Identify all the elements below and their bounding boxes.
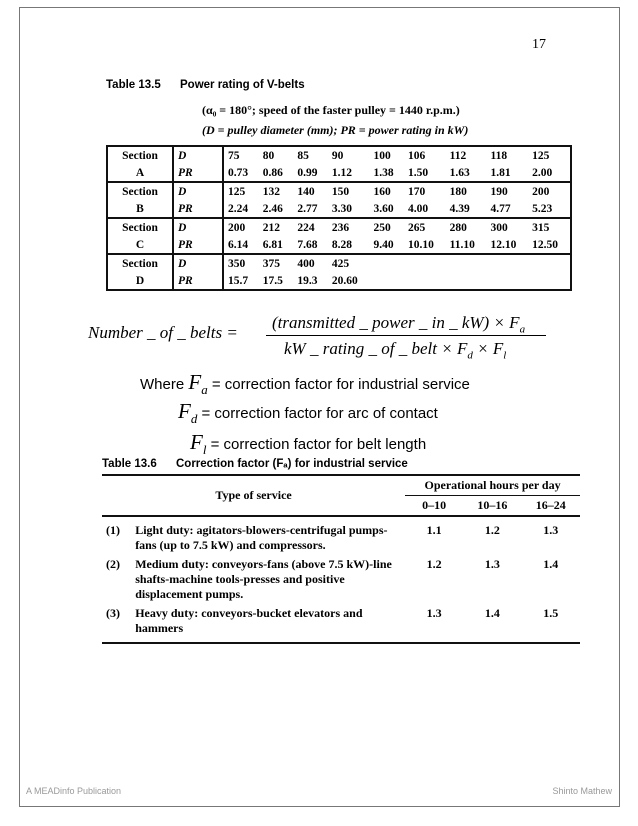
- table-row: [107, 164, 571, 182]
- key-cell: PR: [173, 164, 223, 182]
- value-cell: 0.86: [259, 164, 294, 182]
- value-cell: 1.81: [486, 164, 528, 182]
- factor-value: 1.3: [405, 604, 463, 643]
- fraction-bar: [266, 335, 546, 336]
- table-row: [107, 182, 571, 200]
- definition-symbol: $F_l$: [190, 430, 207, 458]
- table-row: [102, 516, 580, 555]
- value-cell: 2.24: [223, 200, 259, 218]
- denominator-subscript-1: d: [467, 349, 473, 362]
- formula-numerator: [272, 313, 525, 335]
- key-cell: D: [173, 182, 223, 200]
- value-cell: 17.5: [259, 272, 294, 290]
- section-cell: Section: [107, 218, 173, 236]
- value-cell: 75: [223, 146, 259, 164]
- value-cell: 106: [404, 146, 446, 164]
- service-description: Heavy duty: conveyors-bucket elevators and hammers: [131, 604, 405, 643]
- value-cell: 85: [293, 146, 328, 164]
- value-cell: [486, 272, 528, 290]
- table-13-5-subtitle-2: (D = pulley diameter (mm); PR = power rating in kW): [202, 123, 469, 137]
- key-cell: PR: [173, 200, 223, 218]
- section-cell: Section: [107, 146, 173, 164]
- value-cell: 4.77: [486, 200, 528, 218]
- value-cell: 118: [486, 146, 528, 164]
- value-cell: 315: [528, 218, 571, 236]
- section-cell: D: [107, 272, 173, 290]
- value-cell: 6.81: [259, 236, 294, 254]
- service-description: Light duty: agitators-blowers-centrifugal pumps-fans (up to 7.5 kW) and compressors.: [135, 523, 388, 552]
- value-cell: [404, 254, 446, 272]
- value-cell: [369, 254, 404, 272]
- table-row: [102, 604, 580, 643]
- value-cell: [446, 254, 487, 272]
- page-number: 17: [532, 37, 546, 52]
- definition-symbol: $F_a$: [188, 370, 208, 398]
- definition-symbol: $F_d$: [178, 399, 198, 427]
- section-cell: B: [107, 200, 173, 218]
- value-cell: 132: [259, 182, 294, 200]
- value-cell: 236: [328, 218, 370, 236]
- value-cell: 212: [259, 218, 294, 236]
- key-cell: D: [173, 218, 223, 236]
- value-cell: 6.14: [223, 236, 259, 254]
- value-cell: 125: [223, 182, 259, 200]
- value-cell: 170: [404, 182, 446, 200]
- hour-range-header: 16–24: [522, 496, 580, 517]
- table-header-row: [102, 475, 580, 496]
- table-row: [107, 146, 571, 164]
- value-cell: 1.50: [404, 164, 446, 182]
- value-cell: 9.40: [369, 236, 404, 254]
- definition-fd: [178, 399, 438, 427]
- definition-text: = correction factor for arc of contact: [201, 405, 438, 422]
- table-13-5-number: Table 13.5: [106, 79, 161, 91]
- value-cell: 20.60: [328, 272, 370, 290]
- power-rating-table: [106, 145, 572, 291]
- denominator-text: kW _ rating _ of _ belt × F: [284, 339, 468, 358]
- value-cell: 2.46: [259, 200, 294, 218]
- numerator-text: (transmitted _ power _ in _ kW) × F: [272, 313, 520, 332]
- factor-value: 1.3: [484, 557, 500, 571]
- definition-text: = correction factor for belt length: [210, 436, 427, 453]
- value-cell: 140: [293, 182, 328, 200]
- formula-denominator: [284, 339, 506, 361]
- factor-value: 1.3: [543, 523, 559, 537]
- value-cell: 425: [328, 254, 370, 272]
- value-cell: 8.28: [328, 236, 370, 254]
- value-cell: 224: [293, 218, 328, 236]
- table-row: [107, 200, 571, 218]
- value-cell: 1.38: [369, 164, 404, 182]
- section-cell: C: [107, 236, 173, 254]
- formula-lhs: Number _ of _ belts =: [88, 323, 238, 342]
- value-cell: 150: [328, 182, 370, 200]
- value-cell: 1.12: [328, 164, 370, 182]
- key-cell: PR: [173, 236, 223, 254]
- table-row: [107, 254, 571, 272]
- table-row: [107, 236, 571, 254]
- value-cell: 112: [446, 146, 487, 164]
- key-cell: D: [173, 146, 223, 164]
- definition-prefix: Where: [140, 376, 185, 393]
- definition-fa: [140, 370, 470, 398]
- value-cell: 2.77: [293, 200, 328, 218]
- row-number: (2): [106, 557, 120, 571]
- value-cell: 4.00: [404, 200, 446, 218]
- table-13-5-title: Power rating of V-belts: [180, 79, 305, 91]
- table-row: [107, 218, 571, 236]
- factor-value: 1.2: [484, 523, 500, 537]
- correction-factor-table: [102, 474, 580, 644]
- table-13-6-title: Correction factor (Fₐ) for industrial service: [176, 458, 408, 470]
- section-cell: A: [107, 164, 173, 182]
- value-cell: [528, 254, 571, 272]
- value-cell: 5.23: [528, 200, 571, 218]
- hour-range-header: 10–16: [463, 496, 521, 517]
- definition-fl: [190, 430, 426, 458]
- value-cell: 90: [328, 146, 370, 164]
- factor-value: 1.5: [522, 604, 580, 643]
- value-cell: [404, 272, 446, 290]
- value-cell: 15.7: [223, 272, 259, 290]
- key-cell: PR: [173, 272, 223, 290]
- value-cell: [528, 272, 571, 290]
- value-cell: 2.00: [528, 164, 571, 182]
- table-13-6-caption: [102, 458, 408, 470]
- value-cell: 12.10: [486, 236, 528, 254]
- value-cell: 0.73: [223, 164, 259, 182]
- value-cell: 280: [446, 218, 487, 236]
- value-cell: 400: [293, 254, 328, 272]
- value-cell: 200: [223, 218, 259, 236]
- type-of-service-header: Type of service: [102, 475, 405, 516]
- value-cell: 125: [528, 146, 571, 164]
- table-13-5-subtitle-1: (α₀ = 180°; speed of the faster pulley = 1440 r.p.m.): [202, 103, 460, 117]
- value-cell: 7.68: [293, 236, 328, 254]
- value-cell: [369, 272, 404, 290]
- value-cell: 190: [486, 182, 528, 200]
- factor-value: 1.2: [426, 557, 442, 571]
- value-cell: 300: [486, 218, 528, 236]
- factor-value: 1.4: [463, 604, 521, 643]
- factor-value: 1.1: [426, 523, 442, 537]
- value-cell: 200: [528, 182, 571, 200]
- value-cell: 4.39: [446, 200, 487, 218]
- section-cell: Section: [107, 254, 173, 272]
- operational-hours-header: Operational hours per day: [405, 475, 580, 496]
- table-row: [102, 555, 580, 604]
- row-number: (3): [102, 604, 131, 643]
- value-cell: 265: [404, 218, 446, 236]
- value-cell: 10.10: [404, 236, 446, 254]
- key-cell: D: [173, 254, 223, 272]
- definition-text: = correction factor for industrial service: [211, 376, 470, 393]
- denominator-subscript-2: l: [503, 349, 507, 362]
- factor-value: 1.4: [543, 557, 559, 571]
- table-13-5-caption: [106, 79, 305, 91]
- value-cell: 0.99: [293, 164, 328, 182]
- value-cell: 11.10: [446, 236, 487, 254]
- value-cell: 250: [369, 218, 404, 236]
- value-cell: [446, 272, 487, 290]
- section-cell: Section: [107, 182, 173, 200]
- service-description: Medium duty: conveyors-fans (above 7.5 kW)-line shafts-machine tools-presses and positive displacement pumps.: [135, 557, 392, 601]
- value-cell: 100: [369, 146, 404, 164]
- value-cell: 180: [446, 182, 487, 200]
- value-cell: 3.30: [328, 200, 370, 218]
- value-cell: 350: [223, 254, 259, 272]
- value-cell: 12.50: [528, 236, 571, 254]
- table-13-6-number: Table 13.6: [102, 458, 157, 470]
- value-cell: 375: [259, 254, 294, 272]
- value-cell: 80: [259, 146, 294, 164]
- hour-range-header: 0–10: [405, 496, 463, 517]
- row-number: (1): [106, 523, 120, 537]
- value-cell: 3.60: [369, 200, 404, 218]
- footer-author: Shinto Mathew: [552, 786, 612, 796]
- value-cell: [486, 254, 528, 272]
- value-cell: 1.63: [446, 164, 487, 182]
- table-row: [107, 272, 571, 290]
- footer-publisher: A MEADinfo Publication: [26, 786, 122, 796]
- value-cell: 160: [369, 182, 404, 200]
- value-cell: 19.3: [293, 272, 328, 290]
- numerator-subscript: a: [519, 323, 526, 336]
- denominator-mid: × F: [472, 339, 504, 358]
